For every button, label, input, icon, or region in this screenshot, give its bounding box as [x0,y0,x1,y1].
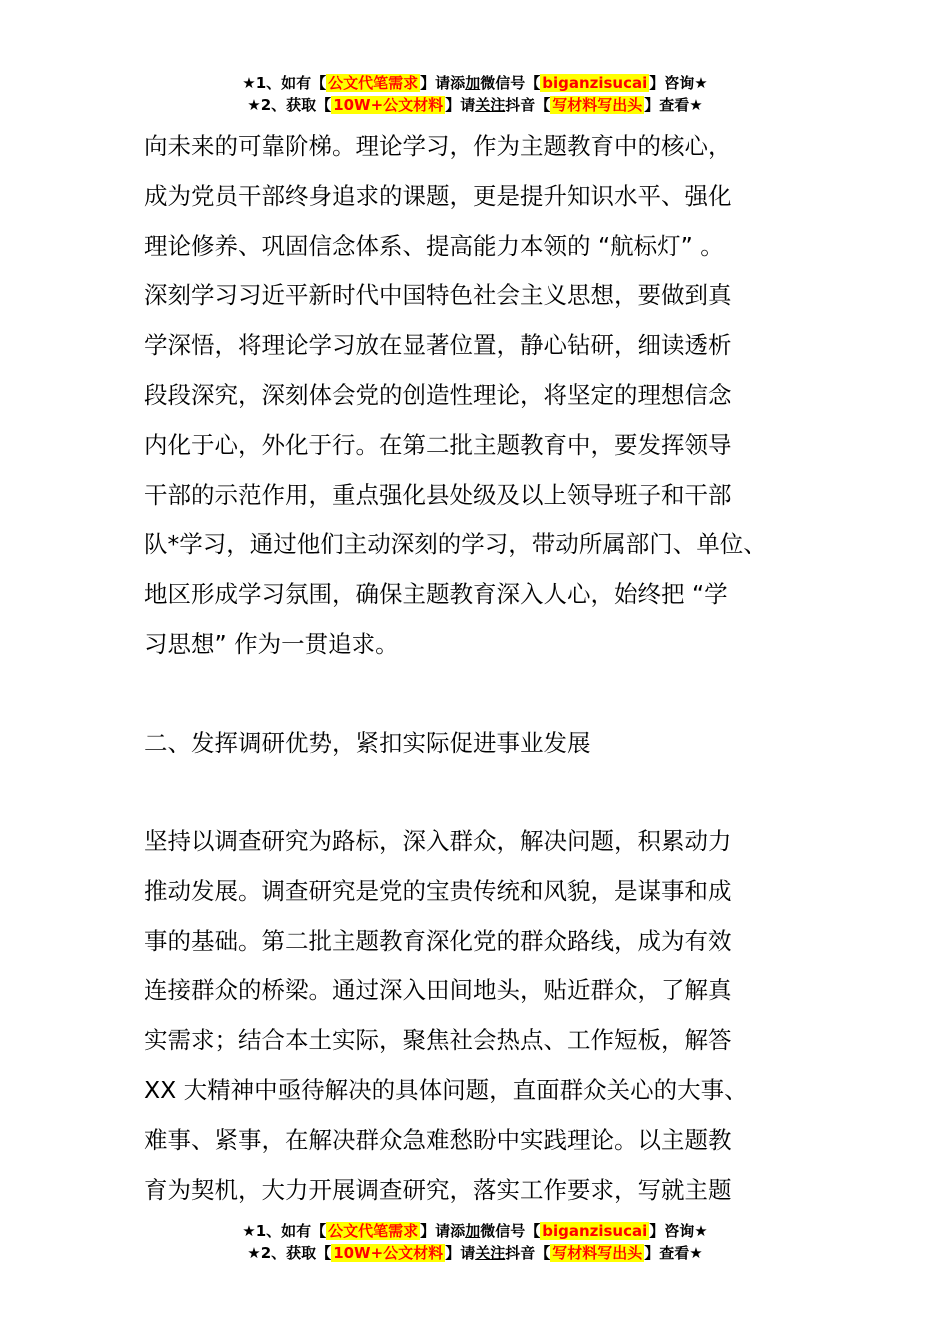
paragraph-line: 实需求；结合本土实际，聚焦社会热点、工作短板，解答 [144,1026,732,1055]
paragraph-line: 队*学习，通过他们主动深刻的学习，带动所属部门、单位、 [144,530,767,559]
promo-text: 】咨询★ [649,74,708,92]
paragraph-line: 坚持以调查研究为路标，深入群众，解决问题，积累动力 [144,827,732,855]
promo-text: 】请 [445,96,476,114]
paragraph-line: 学深悟，将理论学习放在显著位置，静心钻研，细读透析 [144,331,732,360]
promo-text: 微信号【 [480,1222,541,1240]
paragraph-line: 地区形成学习氛围，确保主题教育深入人心，始终把 “学 [144,580,728,609]
paragraph-line: 内化于心，外化于行。在第二批主题教育中，要发挥领导 [144,430,732,459]
promo-text: 微信号【 [480,74,541,92]
promo-highlight: 10W+公文材料 [333,96,444,114]
promo-underlined-text: 关注 [475,96,506,114]
promo-text: 抖音【 [505,96,551,114]
paragraph-line: 成为党员干部终身追求的课题，更是提升知识水平、强化 [144,181,732,210]
paragraph-line: 难事、紧事，在解决群众急难愁盼中实践理论。以主题教 [144,1125,732,1154]
paragraph-line: 理论修养、巩固信念体系、提高能力本领的 “航标灯” 。 [144,231,724,260]
promo-line-1 [0,72,950,94]
promo-line-2 [0,94,950,116]
promo-highlight: 公文代笔需求 [328,74,419,92]
section-heading [144,719,814,769]
promo-text: ★1、如有【 [242,74,327,92]
paragraph-line: XX 大精神中亟待解决的具体问题，直面群众关心的大事、 [144,1075,748,1104]
paragraph-line: 事的基础。第二批主题教育深化党的群众路线，成为有效 [144,926,732,955]
promo-text: ★2、获取【 [247,96,332,114]
paragraph-line: 连接群众的桥梁。通过深入田间地头，贴近群众，了解真 [144,976,732,1005]
paragraph-line: 干部的示范作用，重点强化县处级及以上领导班子和干部 [144,480,732,509]
paragraph-theory-study [144,122,814,670]
paragraph-line: 段段深究，深刻体会党的创造性理论，将坚定的理想信念 [144,380,732,409]
promo-text: 】咨询★ [649,1222,708,1240]
promo-underlined-text: 加 [465,74,481,92]
promo-douyin-id: 写材料写出头 [552,96,643,114]
promo-text: 】请添 [420,74,466,92]
promo-text: 抖音【 [505,1244,551,1262]
promo-douyin-id: 写材料写出头 [552,1244,643,1262]
promo-text: ★2、获取【 [247,1244,332,1262]
promo-underlined-text: 关注 [475,1244,506,1262]
promo-banner-top [0,72,950,116]
promo-banner-bottom [0,1220,950,1264]
section-heading-text: 二、发挥调研优势，紧扣实际促进事业发展 [144,729,591,757]
promo-highlight: 10W+公文材料 [333,1244,444,1262]
promo-text: ★1、如有【 [242,1222,327,1240]
paragraph-line: 深刻学习习近平新时代中国特色社会主义思想，要做到真 [144,281,732,310]
promo-line-1 [0,1220,950,1242]
promo-text: 】请添 [420,1222,466,1240]
paragraph-line: 推动发展。调查研究是党的宝贵传统和风貌，是谋事和成 [144,876,732,905]
promo-wechat-id: biganzisucai [542,1222,648,1240]
promo-text: 】查看★ [644,1244,703,1262]
paragraph-line: 向未来的可靠阶梯。理论学习，作为主题教育中的核心， [144,132,732,160]
promo-text: 】查看★ [644,96,703,114]
paragraph-line: 育为契机，大力开展调查研究，落实工作要求，写就主题 [144,1175,732,1204]
paragraph-line: 习思想” 作为一贯追求。 [144,629,399,658]
promo-highlight: 公文代笔需求 [328,1222,419,1240]
paragraph-research [144,817,814,1215]
promo-line-2 [0,1242,950,1264]
promo-underlined-text: 加 [465,1222,481,1240]
promo-wechat-id: biganzisucai [542,74,648,92]
promo-text: 】请 [445,1244,476,1262]
